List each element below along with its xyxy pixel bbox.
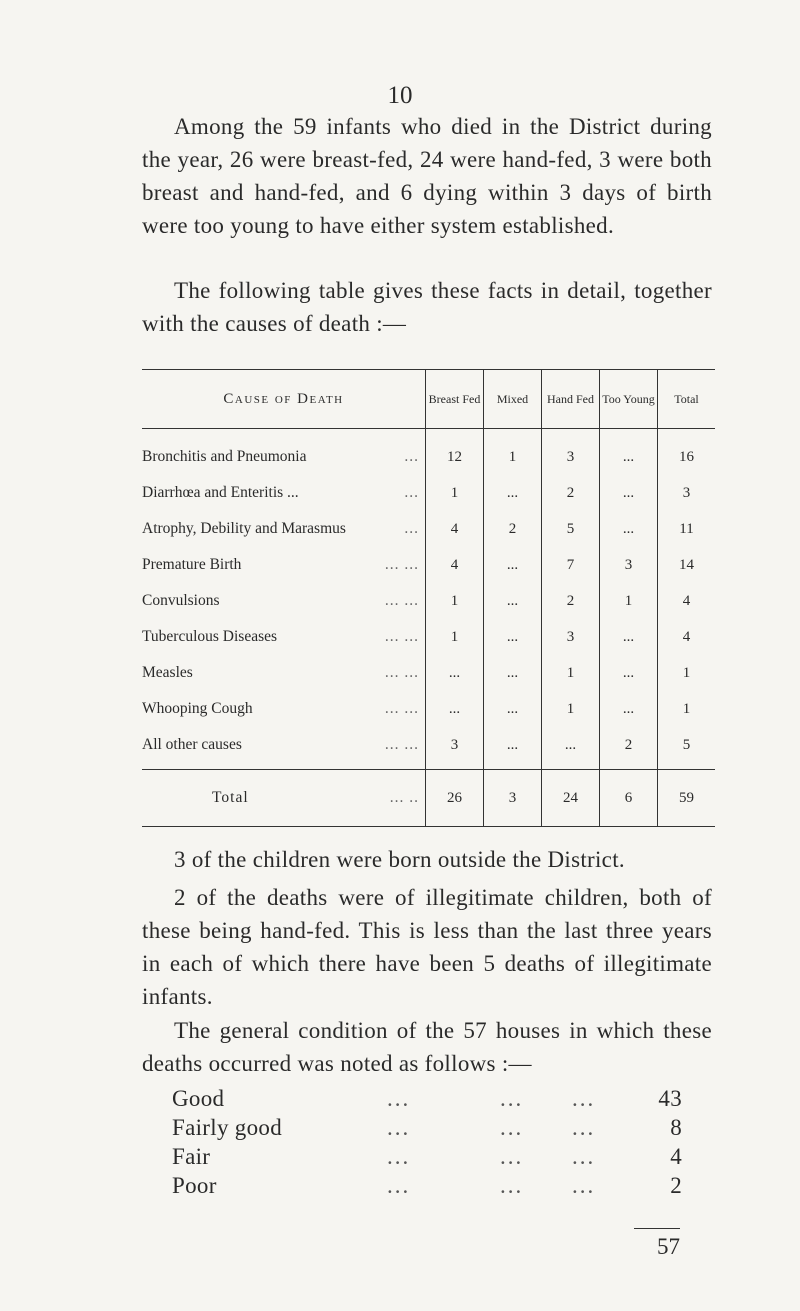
cell-hand: 3	[542, 619, 600, 655]
table-row	[142, 691, 715, 727]
table-row	[142, 583, 715, 619]
list-item	[172, 1113, 682, 1142]
cell-mixed: ...	[484, 655, 542, 691]
sum-rule	[634, 1228, 680, 1229]
total-breast: 26	[426, 770, 484, 827]
cell-young: ...	[600, 511, 658, 547]
cell-hand: 2	[542, 583, 600, 619]
list-item	[172, 1142, 682, 1171]
table-row	[142, 511, 715, 547]
row-cause: Whooping Cough	[142, 700, 253, 717]
row-cause: Atrophy, Debility and Marasmus	[142, 520, 346, 537]
row-leader: ... ...	[384, 592, 419, 609]
condition-value: 8	[670, 1115, 682, 1140]
cell-total: 11	[658, 511, 716, 547]
condition-leader: ...	[500, 1144, 524, 1169]
cell-breast: 1	[426, 583, 484, 619]
cell-total: 4	[658, 619, 716, 655]
condition-leader: ...	[572, 1115, 596, 1140]
row-cause: Tuberculous Diseases	[142, 628, 278, 645]
table-row	[142, 727, 715, 770]
intro-paragraph-2: The following table gives these facts in detail, together with the causes of death :—	[142, 278, 712, 336]
total-young: 6	[600, 770, 658, 827]
cell-mixed: ...	[484, 691, 542, 727]
cell-hand: 1	[542, 655, 600, 691]
cell-mixed: ...	[484, 475, 542, 511]
header-too-young: Too Young	[600, 370, 658, 429]
condition-leader: ...	[387, 1144, 411, 1169]
cell-mixed: ...	[484, 583, 542, 619]
row-leader: ... ...	[384, 700, 419, 717]
condition-leader: ...	[572, 1144, 596, 1169]
cell-hand: 7	[542, 547, 600, 583]
condition-value: 4	[670, 1144, 682, 1169]
condition-label: Fairly good	[172, 1115, 282, 1140]
cell-total: 4	[658, 583, 716, 619]
after-paragraph-2: 2 of the deaths were of illegitimate children, both of these being hand-fed. This is less than the last three years in each of which there have been 5 deaths of illegitimate infants.	[142, 885, 712, 1009]
cell-total: 3	[658, 475, 716, 511]
table-row	[142, 655, 715, 691]
condition-leader: ...	[572, 1086, 596, 1111]
cell-breast: 3	[426, 727, 484, 770]
cell-total: 16	[658, 429, 716, 476]
row-leader: ... ...	[384, 556, 419, 573]
condition-leader: ...	[387, 1173, 411, 1198]
cell-breast: 1	[426, 619, 484, 655]
row-leader: ...	[404, 448, 419, 465]
conditions-total: 57	[657, 1234, 680, 1259]
condition-value: 43	[658, 1086, 682, 1111]
cell-young: ...	[600, 691, 658, 727]
causes-of-death-table	[142, 369, 715, 827]
intro-paragraph-1: Among the 59 infants who died in the District during the year, 26 were breast-fed, 24 were hand-fed, 3 were both breast and hand-fed, and 6 dying within 3 days of birth were too young to have either system established.	[142, 114, 712, 238]
cell-breast: 4	[426, 511, 484, 547]
condition-label: Poor	[172, 1173, 217, 1198]
cell-hand: 5	[542, 511, 600, 547]
header-mixed: Mixed	[484, 370, 542, 429]
condition-leader: ...	[500, 1115, 524, 1140]
cell-breast: 1	[426, 475, 484, 511]
condition-leader: ...	[387, 1086, 411, 1111]
cell-young: 3	[600, 547, 658, 583]
row-leader: ... ...	[384, 628, 419, 645]
cell-total: 14	[658, 547, 716, 583]
row-cause: Bronchitis and Pneumonia	[142, 448, 307, 465]
row-cause: All other causes	[142, 736, 242, 753]
header-hand-fed: Hand Fed	[542, 370, 600, 429]
cell-total: 5	[658, 727, 716, 770]
total-label: Total	[212, 789, 249, 806]
table-row	[142, 547, 715, 583]
condition-label: Good	[172, 1086, 225, 1111]
house-condition-list	[172, 1084, 682, 1200]
row-cause: Premature Birth	[142, 556, 242, 573]
header-cause: Cause of Death	[142, 370, 426, 429]
cell-hand: 1	[542, 691, 600, 727]
cell-total: 1	[658, 691, 716, 727]
cell-mixed: ...	[484, 727, 542, 770]
row-leader: ... ...	[384, 736, 419, 753]
total-hand: 24	[542, 770, 600, 827]
cell-young: 1	[600, 583, 658, 619]
list-item	[172, 1084, 682, 1113]
cell-breast: ...	[426, 691, 484, 727]
condition-leader: ...	[572, 1173, 596, 1198]
list-item	[172, 1171, 682, 1200]
row-leader: ...	[404, 520, 419, 537]
condition-label: Fair	[172, 1144, 211, 1169]
header-total: Total	[658, 370, 716, 429]
cell-mixed: 1	[484, 429, 542, 476]
cell-mixed: ...	[484, 547, 542, 583]
cell-young: ...	[600, 619, 658, 655]
row-leader: ... ...	[384, 664, 419, 681]
cell-young: ...	[600, 429, 658, 476]
row-cause: Measles	[142, 664, 193, 681]
cell-young: ...	[600, 655, 658, 691]
cell-breast: 12	[426, 429, 484, 476]
cell-mixed: ...	[484, 619, 542, 655]
cell-hand: 3	[542, 429, 600, 476]
cell-young: 2	[600, 727, 658, 770]
total-leader: ... ..	[389, 789, 419, 806]
table-row	[142, 475, 715, 511]
total-mixed: 3	[484, 770, 542, 827]
cell-hand: 2	[542, 475, 600, 511]
cell-breast: ...	[426, 655, 484, 691]
row-cause: Convulsions	[142, 592, 220, 609]
condition-leader: ...	[500, 1173, 524, 1198]
table-row	[142, 429, 715, 476]
cell-total: 1	[658, 655, 716, 691]
cell-young: ...	[600, 475, 658, 511]
condition-leader: ...	[500, 1086, 524, 1111]
row-leader: ...	[404, 484, 419, 501]
cell-breast: 4	[426, 547, 484, 583]
cell-hand: ...	[542, 727, 600, 770]
page-number: 10	[387, 82, 413, 109]
total-total: 59	[658, 770, 716, 827]
condition-leader: ...	[387, 1115, 411, 1140]
table-header-row	[142, 370, 715, 429]
header-breast-fed: Breast Fed	[426, 370, 484, 429]
condition-value: 2	[670, 1173, 682, 1198]
after-paragraph-3: The general condition of the 57 houses in which these deaths occurred was noted as follows :—	[142, 1018, 712, 1076]
table-row	[142, 619, 715, 655]
table-total-row	[142, 770, 715, 827]
cell-mixed: 2	[484, 511, 542, 547]
after-paragraph-1: 3 of the children were born outside the District.	[174, 847, 625, 872]
row-cause: Diarrhœa and Enteritis ...	[142, 484, 299, 501]
